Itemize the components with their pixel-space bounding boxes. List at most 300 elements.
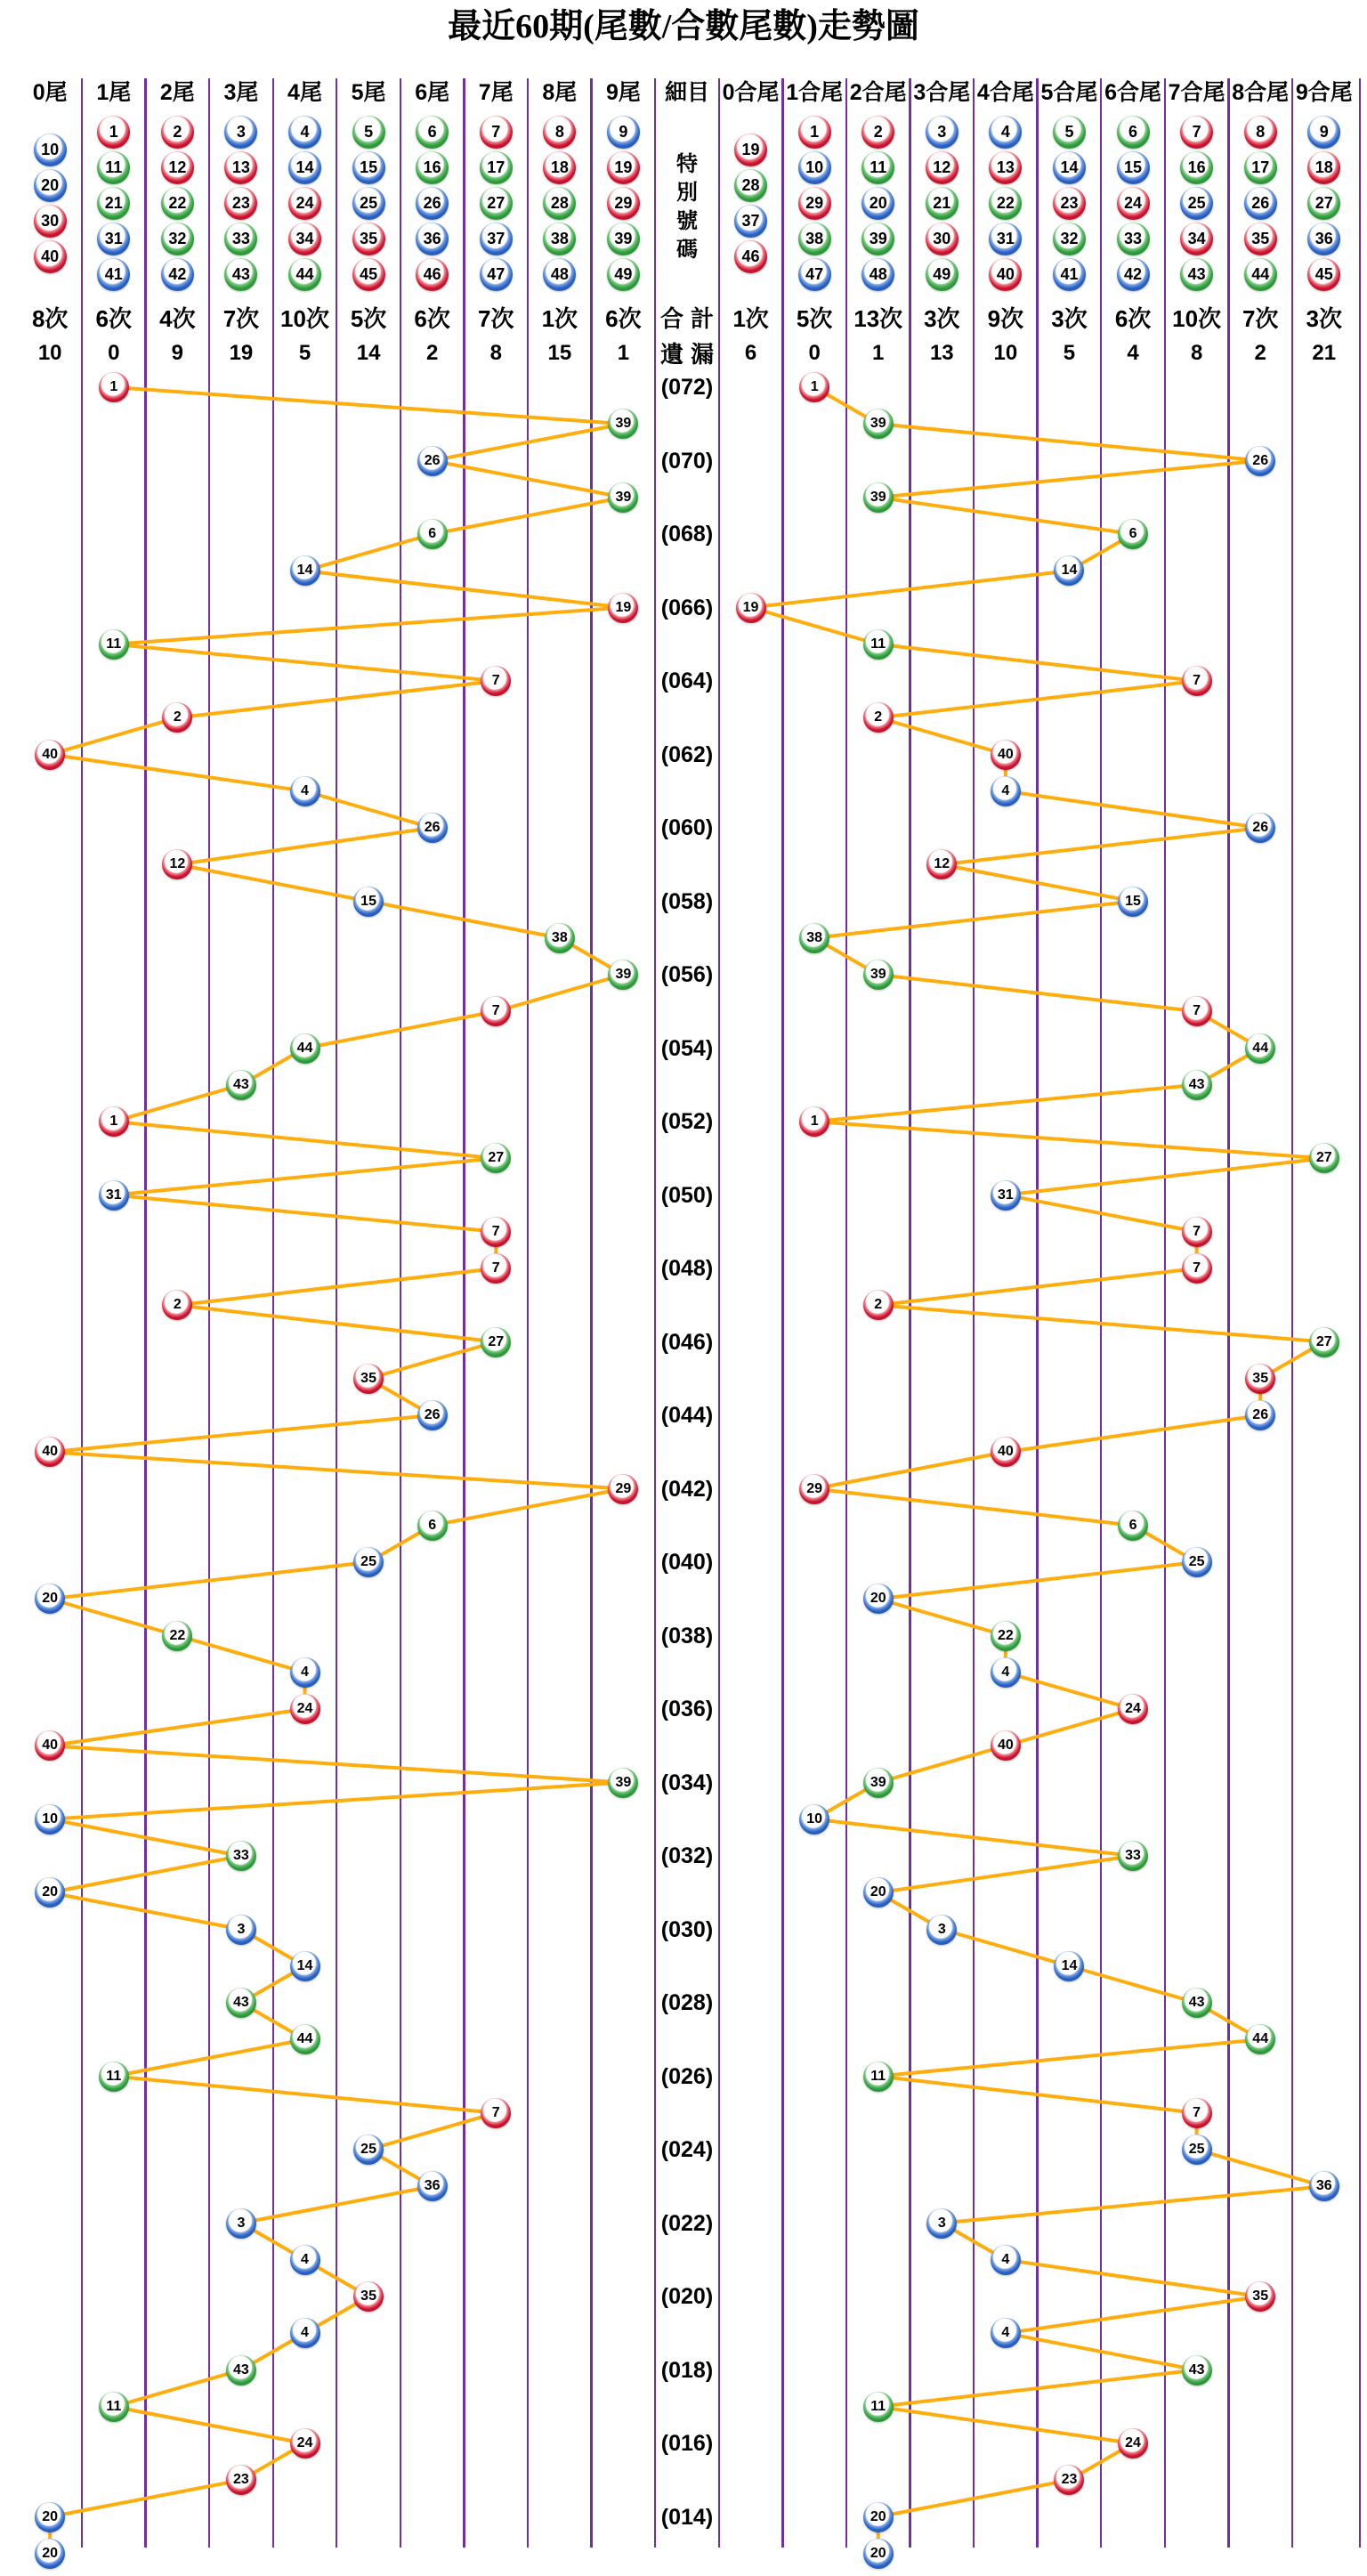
header-ball-35 bbox=[352, 223, 385, 255]
ball-number: 7 bbox=[491, 1223, 500, 1239]
period-label: (018) bbox=[660, 2357, 714, 2383]
ball-number: 6 bbox=[427, 122, 437, 141]
ball-number: 5 bbox=[364, 122, 374, 141]
chart-ball-tail bbox=[99, 1180, 129, 1211]
chart-ball-sum-tail bbox=[1182, 666, 1212, 696]
ball-number: 1 bbox=[109, 1114, 118, 1129]
header-ball-12 bbox=[926, 151, 959, 184]
ball-number: 2 bbox=[874, 709, 883, 725]
header-ball-33 bbox=[224, 223, 257, 255]
ball-number: 25 bbox=[1188, 1554, 1205, 1569]
ball-number: 7 bbox=[1193, 673, 1201, 688]
ball-number: 47 bbox=[487, 264, 506, 283]
ball-number: 35 bbox=[1251, 229, 1270, 247]
chart-ball-tail bbox=[35, 2502, 65, 2532]
chart-ball-sum-tail bbox=[1182, 1070, 1212, 1100]
header-ball-4 bbox=[288, 116, 321, 149]
ball-number: 22 bbox=[996, 193, 1015, 212]
ball-number: 20 bbox=[42, 1884, 59, 1900]
ball-number: 7 bbox=[1193, 2104, 1201, 2120]
ball-number: 39 bbox=[615, 489, 632, 505]
ball-number: 19 bbox=[615, 599, 632, 615]
header-ball-47 bbox=[798, 258, 831, 291]
ball-number: 8 bbox=[1256, 122, 1266, 141]
ball-number: 24 bbox=[1125, 1701, 1141, 1716]
chart-ball-tail bbox=[290, 1694, 320, 1724]
chart-ball-tail bbox=[226, 1988, 256, 2018]
header-ball-46 bbox=[734, 240, 767, 273]
header-ball-1 bbox=[97, 116, 130, 149]
ball-number: 20 bbox=[870, 1591, 886, 1607]
ball-number: 2 bbox=[173, 709, 182, 725]
ball-number: 37 bbox=[741, 211, 760, 230]
period-label: (054) bbox=[660, 1035, 714, 1061]
chart-ball-tail bbox=[226, 2208, 256, 2239]
header-ball-31 bbox=[97, 223, 130, 255]
header-ball-24 bbox=[1117, 187, 1150, 220]
ball-number: 12 bbox=[933, 158, 951, 176]
ball-number: 29 bbox=[615, 1480, 632, 1496]
chart-ball-sum-tail bbox=[1182, 1253, 1212, 1284]
ball-number: 26 bbox=[424, 820, 441, 835]
chart-ball-sum-tail bbox=[991, 1437, 1021, 1467]
period-label: (038) bbox=[660, 1623, 714, 1648]
appear-count: 6次 bbox=[1114, 305, 1152, 332]
ball-number: 37 bbox=[487, 229, 506, 247]
column-header-0合尾: 0合尾 bbox=[722, 80, 780, 105]
ball-number: 4 bbox=[1001, 782, 1010, 798]
ball-number: 45 bbox=[360, 264, 378, 283]
ball-number: 22 bbox=[997, 1627, 1014, 1643]
header-ball-18 bbox=[1307, 151, 1340, 184]
ball-number: 41 bbox=[104, 264, 123, 283]
ball-number: 18 bbox=[1314, 158, 1333, 176]
ball-number: 23 bbox=[231, 193, 250, 212]
period-label: (044) bbox=[660, 1403, 714, 1428]
miss-count: 8 bbox=[489, 341, 502, 365]
ball-number: 10 bbox=[42, 1810, 59, 1827]
ball-number: 35 bbox=[360, 2288, 376, 2304]
header-ball-5 bbox=[352, 116, 385, 149]
chart-ball-tail bbox=[608, 593, 638, 623]
chart-ball-sum-tail bbox=[799, 1804, 829, 1835]
header-ball-23 bbox=[1053, 187, 1086, 220]
ball-number: 17 bbox=[1251, 158, 1270, 176]
special-number-label-char: 別 bbox=[675, 181, 698, 205]
chart-ball-tail bbox=[226, 2465, 256, 2495]
header-ball-19 bbox=[607, 151, 640, 184]
ball-number: 9 bbox=[619, 122, 628, 141]
chart-ball-tail bbox=[290, 2024, 320, 2054]
appear-count: 6次 bbox=[95, 305, 132, 332]
chart-ball-tail bbox=[608, 482, 638, 513]
header-ball-34 bbox=[288, 223, 321, 255]
header-ball-7 bbox=[480, 116, 513, 149]
ball-number: 12 bbox=[934, 856, 950, 872]
chart-ball-tail bbox=[290, 555, 320, 586]
period-label: (058) bbox=[660, 888, 714, 914]
chart-ball-sum-tail bbox=[1118, 887, 1148, 917]
header-ball-5 bbox=[1053, 116, 1086, 149]
ball-number: 24 bbox=[296, 1701, 313, 1716]
chart-ball-sum-tail bbox=[1182, 1547, 1212, 1577]
ball-number: 15 bbox=[1124, 158, 1143, 176]
chart-ball-tail bbox=[290, 2245, 320, 2275]
miss-count: 6 bbox=[744, 341, 757, 365]
header-ball-11 bbox=[97, 151, 130, 184]
appear-count: 6次 bbox=[605, 305, 642, 332]
ball-number: 26 bbox=[424, 452, 441, 468]
chart-ball-sum-tail bbox=[863, 960, 894, 990]
ball-number: 24 bbox=[1124, 193, 1143, 212]
ball-number: 39 bbox=[870, 416, 886, 432]
ball-number: 2 bbox=[873, 122, 883, 141]
header-ball-22 bbox=[989, 187, 1022, 220]
ball-number: 7 bbox=[491, 122, 501, 141]
header-ball-12 bbox=[161, 151, 194, 184]
chart-ball-tail bbox=[545, 923, 575, 953]
ball-number: 14 bbox=[1061, 563, 1078, 579]
ball-number: 11 bbox=[870, 636, 886, 652]
chart-ball-sum-tail bbox=[1245, 2281, 1275, 2312]
ball-number: 44 bbox=[296, 1040, 313, 1056]
chart-ball-sum-tail bbox=[863, 1584, 894, 1614]
chart-ball-sum-tail bbox=[1118, 1694, 1148, 1724]
ball-number: 2 bbox=[874, 1297, 883, 1313]
ball-number: 1 bbox=[810, 379, 819, 394]
ball-number: 22 bbox=[168, 193, 187, 212]
header-ball-32 bbox=[1053, 223, 1086, 255]
chart-ball-sum-tail bbox=[863, 2062, 894, 2092]
chart-ball-tail bbox=[99, 2062, 129, 2092]
ball-number: 43 bbox=[233, 1995, 249, 2010]
ball-number: 43 bbox=[1187, 264, 1206, 283]
ball-number: 3 bbox=[937, 1921, 946, 1937]
header-ball-34 bbox=[1180, 223, 1213, 255]
ball-number: 3 bbox=[937, 2215, 946, 2231]
chart-ball-sum-tail bbox=[863, 482, 894, 513]
ball-number: 1 bbox=[810, 1114, 819, 1129]
ball-number: 18 bbox=[550, 158, 569, 176]
ball-number: 15 bbox=[1125, 893, 1141, 909]
miss-count: 2 bbox=[1254, 341, 1266, 365]
chart-ball-sum-tail bbox=[991, 1657, 1021, 1688]
header-ball-30 bbox=[34, 205, 67, 238]
header-ball-29 bbox=[607, 187, 640, 220]
ball-number: 26 bbox=[423, 193, 441, 212]
ball-number: 43 bbox=[1188, 2361, 1205, 2378]
period-label: (048) bbox=[660, 1256, 714, 1281]
header-ball-6 bbox=[416, 116, 449, 149]
ball-number: 20 bbox=[870, 2545, 886, 2561]
appear-count: 3次 bbox=[1051, 305, 1088, 332]
column-header-5尾: 5尾 bbox=[351, 80, 386, 105]
ball-number: 20 bbox=[42, 1591, 59, 1607]
ball-number: 34 bbox=[1187, 229, 1206, 247]
ball-number: 39 bbox=[870, 489, 886, 505]
period-label: (022) bbox=[660, 2210, 714, 2236]
appear-count: 9次 bbox=[987, 305, 1024, 332]
ball-number: 7 bbox=[491, 1003, 500, 1019]
header-ball-20 bbox=[861, 187, 894, 220]
chart-ball-sum-tail bbox=[1182, 2098, 1212, 2128]
ball-number: 48 bbox=[869, 264, 887, 283]
ball-number: 6 bbox=[1128, 122, 1138, 141]
ball-number: 27 bbox=[487, 193, 506, 212]
period-label: (050) bbox=[660, 1182, 714, 1208]
chart-ball-sum-tail bbox=[799, 1474, 829, 1504]
chart-ball-tail bbox=[226, 1841, 256, 1871]
chart-ball-tail bbox=[99, 629, 129, 660]
header-ball-27 bbox=[1307, 187, 1340, 220]
ball-number: 27 bbox=[1314, 193, 1333, 212]
ball-number: 33 bbox=[231, 229, 250, 247]
chart-ball-sum-tail bbox=[926, 2208, 957, 2239]
appear-count: 1次 bbox=[541, 305, 578, 332]
header-ball-39 bbox=[607, 223, 640, 255]
ball-number: 27 bbox=[488, 1333, 505, 1349]
ball-number: 11 bbox=[105, 158, 123, 176]
header-ball-8 bbox=[543, 116, 576, 149]
appear-count: 5次 bbox=[350, 305, 387, 332]
chart-ball-tail bbox=[353, 887, 384, 917]
ball-number: 23 bbox=[1061, 2472, 1078, 2488]
chart-ball-sum-tail bbox=[863, 2502, 894, 2532]
chart-ball-sum-tail bbox=[991, 740, 1021, 770]
ball-number: 4 bbox=[301, 1664, 309, 1680]
chart-ball-tail bbox=[290, 1951, 320, 1981]
column-header-4合尾: 4合尾 bbox=[976, 80, 1034, 105]
header-ball-28 bbox=[734, 169, 767, 202]
header-ball-29 bbox=[798, 187, 831, 220]
chart-ball-tail bbox=[290, 2428, 320, 2459]
chart-ball-sum-tail bbox=[736, 593, 766, 623]
ball-number: 21 bbox=[104, 193, 123, 212]
ball-number: 44 bbox=[295, 264, 314, 283]
ball-number: 20 bbox=[869, 193, 887, 212]
ball-number: 7 bbox=[1193, 1003, 1201, 1019]
chart-ball-tail bbox=[290, 776, 320, 806]
chart-ball-tail bbox=[162, 1621, 192, 1651]
period-label: (052) bbox=[660, 1109, 714, 1134]
ball-number: 6 bbox=[428, 1517, 437, 1533]
header-ball-31 bbox=[989, 223, 1022, 255]
ball-number: 40 bbox=[42, 1738, 59, 1754]
period-label: (066) bbox=[660, 595, 714, 620]
period-label: (026) bbox=[660, 2063, 714, 2089]
header-ball-4 bbox=[989, 116, 1022, 149]
period-label: (030) bbox=[660, 1916, 714, 1942]
chart-ball-sum-tail bbox=[991, 1730, 1021, 1761]
header-ball-3 bbox=[224, 116, 257, 149]
chart-ball-tail bbox=[226, 1915, 256, 1945]
chart-ball-sum-tail bbox=[799, 923, 829, 953]
ball-number: 30 bbox=[933, 229, 951, 247]
ball-number: 16 bbox=[1187, 158, 1206, 176]
header-ball-15 bbox=[352, 151, 385, 184]
ball-number: 35 bbox=[360, 1370, 376, 1386]
ball-number: 12 bbox=[169, 856, 186, 872]
ball-number: 3 bbox=[236, 122, 246, 141]
miss-count: 8 bbox=[1190, 341, 1203, 365]
ball-number: 19 bbox=[614, 158, 633, 176]
ball-number: 2 bbox=[173, 122, 182, 141]
ball-number: 4 bbox=[1001, 1664, 1010, 1680]
miss-count: 0 bbox=[808, 341, 821, 365]
ball-number: 10 bbox=[805, 158, 824, 176]
header-ball-38 bbox=[543, 223, 576, 255]
chart-ball-tail bbox=[481, 1327, 511, 1357]
chart-ball-tail bbox=[417, 1511, 448, 1541]
ball-number: 5 bbox=[1064, 122, 1074, 141]
chart-ball-tail bbox=[35, 2539, 65, 2569]
header-ball-9 bbox=[607, 116, 640, 149]
header-ball-16 bbox=[416, 151, 449, 184]
miss-count: 21 bbox=[1312, 341, 1337, 365]
period-label: (042) bbox=[660, 1476, 714, 1502]
header-ball-1 bbox=[798, 116, 831, 149]
chart-ball-tail bbox=[481, 2098, 511, 2128]
ball-number: 6 bbox=[1128, 1517, 1137, 1533]
ball-number: 4 bbox=[301, 2251, 309, 2267]
appear-count: 10次 bbox=[280, 305, 329, 332]
ball-number: 19 bbox=[742, 599, 759, 615]
ball-number: 49 bbox=[614, 264, 633, 283]
header-ball-37 bbox=[734, 205, 767, 238]
chart-ball-tail bbox=[226, 1070, 256, 1100]
period-label: (046) bbox=[660, 1329, 714, 1355]
ball-number: 24 bbox=[1125, 2435, 1141, 2450]
ball-number: 49 bbox=[933, 264, 951, 283]
ball-number: 6 bbox=[1128, 526, 1137, 541]
ball-number: 39 bbox=[870, 1774, 886, 1790]
ball-number: 33 bbox=[1125, 1848, 1141, 1863]
chart-ball-sum-tail bbox=[1245, 446, 1275, 476]
chart-ball-sum-tail bbox=[863, 1877, 894, 1908]
chart-ball-tail bbox=[481, 1217, 511, 1247]
chart-ball-sum-tail bbox=[1245, 1364, 1275, 1394]
page-title: 最近60期(尾數/合數尾數)走勢圖 bbox=[448, 8, 919, 45]
header-ball-13 bbox=[224, 151, 257, 184]
header-ball-14 bbox=[288, 151, 321, 184]
special-number-label-char: 碼 bbox=[675, 238, 698, 262]
column-header-9尾: 9尾 bbox=[605, 80, 641, 105]
chart-ball-tail bbox=[481, 666, 511, 696]
header-ball-45 bbox=[1307, 258, 1340, 291]
ball-number: 7 bbox=[491, 2104, 500, 2120]
ball-number: 38 bbox=[550, 229, 569, 247]
ball-number: 24 bbox=[295, 193, 314, 212]
header-ball-21 bbox=[97, 187, 130, 220]
chart-ball-sum-tail bbox=[863, 2539, 894, 2569]
period-label: (060) bbox=[660, 815, 714, 840]
header-ball-40 bbox=[34, 240, 67, 273]
ball-number: 31 bbox=[105, 1187, 122, 1203]
ball-number: 26 bbox=[1252, 452, 1269, 468]
ball-number: 11 bbox=[106, 2068, 122, 2084]
ball-number: 11 bbox=[870, 2068, 886, 2084]
ball-number: 43 bbox=[233, 1076, 249, 1092]
ball-number: 31 bbox=[104, 229, 123, 247]
header-ball-43 bbox=[224, 258, 257, 291]
header-ball-3 bbox=[926, 116, 959, 149]
header-ball-45 bbox=[352, 258, 385, 291]
miss-count: 13 bbox=[929, 341, 954, 365]
miss-count: 1 bbox=[617, 341, 630, 365]
header-ball-17 bbox=[1244, 151, 1277, 184]
ball-number: 22 bbox=[169, 1627, 186, 1643]
ball-number: 11 bbox=[870, 158, 887, 176]
ball-number: 16 bbox=[423, 158, 441, 176]
ball-number: 23 bbox=[233, 2472, 249, 2488]
ball-number: 13 bbox=[996, 158, 1015, 176]
ball-number: 21 bbox=[933, 193, 951, 212]
chart-ball-sum-tail bbox=[799, 372, 829, 402]
header-ball-27 bbox=[480, 187, 513, 220]
ball-number: 14 bbox=[296, 1957, 313, 1973]
chart-ball-tail bbox=[608, 1768, 638, 1798]
ball-number: 39 bbox=[869, 229, 887, 247]
ball-number: 4 bbox=[301, 782, 309, 798]
ball-number: 36 bbox=[1314, 229, 1333, 247]
chart-ball-sum-tail bbox=[1245, 1033, 1275, 1064]
appear-count: 8次 bbox=[31, 305, 69, 332]
chart-ball-tail bbox=[35, 1804, 65, 1835]
column-header-7尾: 7尾 bbox=[478, 80, 514, 105]
ball-number: 45 bbox=[1314, 264, 1333, 283]
ball-number: 11 bbox=[870, 2398, 886, 2414]
period-label: (032) bbox=[660, 1843, 714, 1868]
chart-ball-tail bbox=[417, 446, 448, 476]
ball-number: 20 bbox=[870, 2508, 886, 2524]
header-ball-48 bbox=[861, 258, 894, 291]
chart-ball-tail bbox=[35, 740, 65, 770]
chart-ball-sum-tail bbox=[1118, 2428, 1148, 2459]
chart-ball-sum-tail bbox=[863, 2392, 894, 2422]
ball-number: 17 bbox=[487, 158, 506, 176]
ball-number: 10 bbox=[41, 140, 60, 158]
ball-number: 40 bbox=[997, 1738, 1014, 1754]
header-ball-8 bbox=[1244, 116, 1277, 149]
chart-ball-sum-tail bbox=[926, 1915, 957, 1945]
column-header-0尾: 0尾 bbox=[32, 80, 68, 105]
ball-number: 38 bbox=[806, 929, 823, 945]
column-header-4尾: 4尾 bbox=[287, 80, 322, 105]
header-ball-44 bbox=[1244, 258, 1277, 291]
appear-count: 6次 bbox=[414, 305, 450, 332]
ball-number: 26 bbox=[424, 1407, 441, 1422]
ball-number: 28 bbox=[741, 175, 760, 194]
period-label: (024) bbox=[660, 2137, 714, 2162]
header-ball-35 bbox=[1244, 223, 1277, 255]
header-ball-20 bbox=[34, 169, 67, 202]
chart-ball-tail bbox=[353, 2281, 384, 2312]
header-ball-36 bbox=[1307, 223, 1340, 255]
ball-number: 14 bbox=[1060, 158, 1079, 176]
header-ball-13 bbox=[989, 151, 1022, 184]
chart-ball-tail bbox=[417, 813, 448, 843]
ball-number: 7 bbox=[491, 673, 500, 688]
header-ball-10 bbox=[34, 134, 67, 166]
miss-count: 4 bbox=[1127, 341, 1139, 365]
header-ball-26 bbox=[416, 187, 449, 220]
ball-number: 35 bbox=[1252, 2288, 1269, 2304]
header-ball-40 bbox=[989, 258, 1022, 291]
column-header-8尾: 8尾 bbox=[542, 80, 578, 105]
chart-ball-sum-tail bbox=[1182, 1988, 1212, 2018]
header-ball-24 bbox=[288, 187, 321, 220]
chart-ball-tail bbox=[99, 2392, 129, 2422]
